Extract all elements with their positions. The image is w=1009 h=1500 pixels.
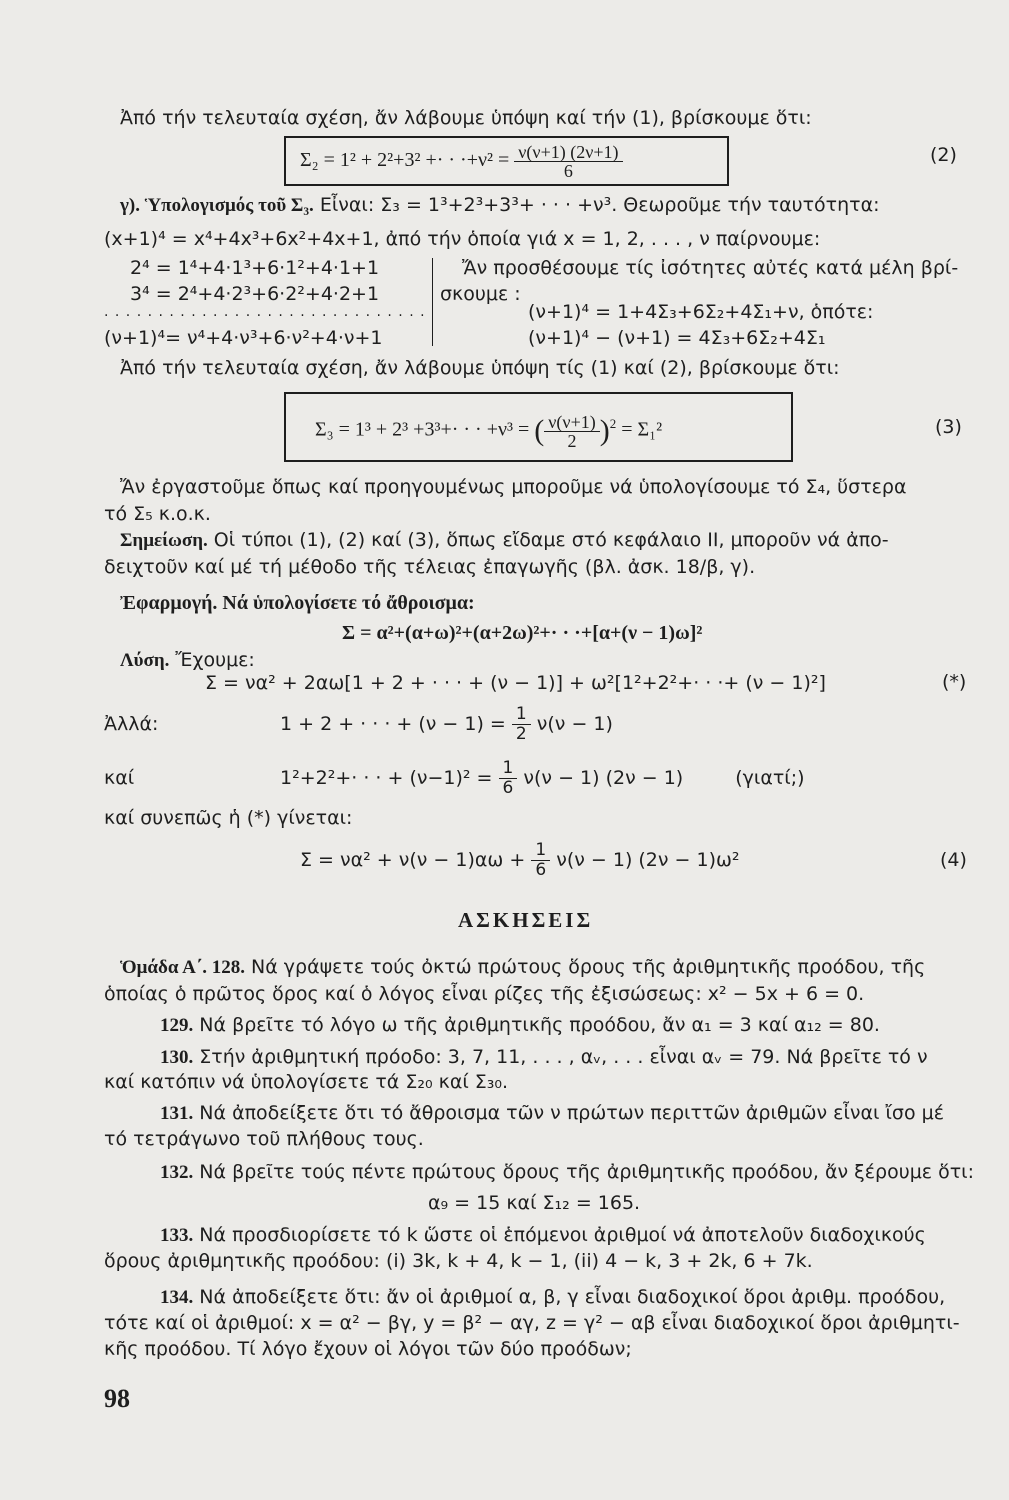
- paragraph-1a: Ἄν ἐργαστοῦμε ὅπως καί προηγουμένως μποροῦμε νά ὑπολογίσουμε τό Σ₄, ὕστερα: [120, 476, 907, 498]
- formula-3-denominator: 2: [567, 430, 577, 451]
- exercise-131-line-1: [160, 1101, 944, 1126]
- exercise-132-line-1: [160, 1160, 974, 1185]
- exercise-132-line-2: α₉ = 15 καί Σ₁₂ = 165.: [428, 1192, 641, 1214]
- gamma-line: [120, 193, 880, 218]
- equation-label-3: (3): [935, 416, 962, 438]
- intro-line-2: Ἀπό τήν τελευταία σχέση, ἄν λάβουμε ὑπόψη τίς (1) καί (2), βρίσκουμε ὅτι:: [120, 357, 840, 379]
- final-rhs: ν(ν − 1) (2ν − 1)ω²: [556, 849, 740, 871]
- final-lhs: Σ = να² + ν(ν − 1)αω +: [300, 849, 526, 871]
- formula-3: Σ₃ = 1³ + 2³ +3³+· · · +ν³ = ( $\frac{\nu(\nu+1)}{2}$ )$^2$ = Σ₁²: [315, 411, 663, 451]
- kai-lhs: 1²+2²+· · · + (ν−1)² =: [280, 767, 493, 789]
- exercise-130-number: 130.: [160, 1047, 194, 1068]
- kai-label: καί: [104, 767, 135, 789]
- kai-numerator: 1: [499, 759, 518, 779]
- system-right-1: Ἄν προσθέσουμε τίς ἰσότητες αὐτές κατά μέλη βρί-: [462, 257, 959, 279]
- system-right-4: (ν+1)⁴ − (ν+1) = 4Σ₃+6Σ₂+4Σ₁: [528, 327, 826, 349]
- system-dots: · · · · · · · · · · · · · · · · · · · · · · · · · · · · · ·: [104, 308, 426, 324]
- exercise-131-text-a: Νά ἀποδείξετε ὅτι τό ἄθροισμα τῶν ν πρώτων περιττῶν ἀριθμῶν εἶναι ἴσο μέ: [193, 1102, 944, 1124]
- exercise-134-text-a: Νά ἀποδείξετε ὅτι: ἄν οἱ ἀριθμοί α, β, γ εἶναι διαδοχικοί ὅροι ἀριθμ. προόδου,: [193, 1286, 946, 1308]
- system-right-2: σκουμε :: [440, 283, 521, 305]
- exercise-128-line-2: ὁποίας ὁ πρῶτος ὅρος καί ὁ λόγος εἶναι ρίζες τῆς ἐξισώσεως: x² − 5x + 6 = 0.: [104, 983, 865, 1005]
- exercise-130-text-a: Στήν ἀριθμητική πρόοδο: 3, 7, 11, . . . , αᵥ, . . . εἶναι αᵥ = 79. Νά βρεῖτε τό ν: [193, 1046, 928, 1068]
- gamma-heading: γ). Ὑπολογισμός τοῦ Σ₃.: [120, 195, 314, 216]
- exercise-132-number: 132.: [160, 1162, 194, 1183]
- exercise-133-line-1: [160, 1223, 926, 1248]
- alla-label: Ἀλλά:: [104, 713, 159, 735]
- formula-2-numerator: ν(ν+1) (2ν+1): [514, 143, 622, 162]
- formula-3-fraction: [544, 413, 599, 450]
- exercise-131-number: 131.: [160, 1103, 194, 1124]
- exercise-128-text-a: Νά γράψετε τούς ὀκτώ πρώτους ὅρους τῆς ἀριθμητικῆς προόδου, τῆς: [244, 956, 926, 978]
- final-equation: [300, 836, 740, 884]
- exercise-129: [160, 1013, 880, 1038]
- exercise-131-line-2: τό τετράγωνο τοῦ πλήθους τους.: [104, 1128, 424, 1150]
- right-brace: [424, 258, 433, 346]
- system-right-3: (ν+1)⁴ = 1+4Σ₃+6Σ₂+4Σ₁+ν, ὁπότε:: [528, 301, 874, 323]
- page-number: 98: [104, 1384, 130, 1413]
- exercise-128-line-1: [120, 955, 925, 980]
- exercise-132-text-a: Νά βρεῖτε τούς πέντε πρώτους ὅρους τῆς ἀριθμητικῆς προόδου, ἄν ξέρουμε ὅτι:: [193, 1161, 974, 1183]
- kai-rhs: ν(ν − 1) (2ν − 1): [523, 767, 684, 789]
- system-line-1: 2⁴ = 1⁴+4·1³+6·1²+4·1+1: [130, 257, 380, 279]
- final-denominator: 6: [535, 860, 547, 880]
- application-equation: Σ = α²+(α+ω)²+(α+2ω)²+· · ·+[α+(ν − 1)ω]²: [342, 622, 703, 644]
- exercise-134-line-2: τότε καί οἱ ἀριθμοί: x = α² − βγ, y = β² − αγ, z = γ² − αβ εἶναι διαδοχικοί ὅροι ἀριθμητι-: [104, 1312, 960, 1334]
- system-line-2: 3⁴ = 2⁴+4·2³+6·2²+4·2+1: [130, 283, 380, 305]
- exercises-heading: ΑΣΚΗΣΕΙΣ: [458, 908, 594, 932]
- note-heading: Σημείωση.: [120, 530, 208, 551]
- alla-denominator: 2: [515, 724, 527, 744]
- equation-label-4: (4): [940, 849, 967, 871]
- kai-equation: [280, 754, 805, 802]
- formula-3-lhs: Σ₃ = 1³ + 2³ +3³+· · · +ν³ =: [315, 418, 530, 441]
- identity-line: (x+1)⁴ = x⁴+4x³+6x²+4x+1, ἀπό τήν ὁποία γιά x = 1, 2, . . . , ν παίρνουμε:: [104, 228, 821, 250]
- formula-2-fraction: [514, 143, 622, 180]
- formula-2: [300, 143, 623, 180]
- exercise-130-line-1: [160, 1045, 928, 1070]
- final-fraction: [531, 841, 550, 880]
- system-line-4: (ν+1)⁴= ν⁴+4·ν³+6·ν²+4·ν+1: [104, 327, 383, 349]
- gamma-text: Εἶναι: Σ₃ = 1³+2³+3³+ · · · +ν³. Θεωροῦμε τήν ταυτότητα:: [313, 194, 880, 216]
- exercise-134-number: 134.: [160, 1287, 194, 1308]
- solution-line: [120, 648, 255, 673]
- exercise-134-line-3: κῆς προόδου. Τί λόγο ἔχουν οἱ λόγοι τῶν δύο προόδων;: [104, 1338, 632, 1360]
- solution-equation: Σ = να² + 2αω[1 + 2 + · · · + (ν − 1)] + ω²[1²+2²+· · ·+ (ν − 1)²]: [205, 672, 826, 694]
- final-numerator: 1: [531, 841, 550, 861]
- equation-label-2: (2): [930, 144, 957, 166]
- formula-3-rhs: = Σ₁²: [621, 418, 663, 441]
- formula-2-lhs: Σ₂ = 1² + 2²+3² +· · ·+ν² =: [300, 149, 510, 172]
- alla-lhs: 1 + 2 + · · · + (ν − 1) =: [280, 713, 506, 735]
- kai-note: (γιατί;): [735, 767, 805, 789]
- exercise-129-number: 129.: [160, 1015, 194, 1036]
- alla-fraction: [512, 705, 531, 744]
- note-line-2: δειχτοῦν καί μέ τή μέθοδο τῆς τέλειας ἐπαγωγῆς (βλ. ἀσκ. 18/β, γ).: [104, 556, 756, 578]
- consequently-line: καί συνεπῶς ἡ (*) γίνεται:: [104, 807, 353, 829]
- exercise-133-line-2: ὅρους ἀριθμητικῆς προόδου: (i) 3k, k + 4, k − 1, (ii) 4 − k, 3 + 2k, 6 + 7k.: [104, 1250, 813, 1272]
- note-line-1: [120, 528, 889, 553]
- formula-3-numerator: ν(ν+1): [544, 413, 599, 432]
- equation-label-star: (*): [942, 671, 967, 693]
- exercise-128-label: Ὁμάδα Α΄. 128.: [120, 957, 245, 978]
- paragraph-1b: τό Σ₅ κ.ο.κ.: [104, 503, 211, 525]
- note-text-a: Οἱ τύποι (1), (2) καί (3), ὅπως εἴδαμε στό κεφάλαιο ΙΙ, μποροῦν νά ἀπο-: [207, 529, 889, 551]
- exercise-130-line-2: καί κατόπιν νά ὑπολογίσετε τά Σ₂₀ καί Σ₃₀.: [104, 1071, 509, 1093]
- kai-fraction: [499, 759, 518, 798]
- kai-denominator: 6: [502, 778, 514, 798]
- exercise-134-line-1: [160, 1285, 945, 1310]
- formula-2-denominator: 6: [563, 161, 573, 181]
- intro-line-1: Ἀπό τήν τελευταία σχέση, ἄν λάβουμε ὑπόψη καί τήν (1), βρίσκουμε ὅτι:: [120, 107, 812, 129]
- alla-equation: [280, 700, 613, 748]
- alla-rhs: ν(ν − 1): [536, 713, 613, 735]
- application-heading: Ἐφαρμογή. Νά ὑπολογίσετε τό ἄθροισμα:: [120, 592, 475, 614]
- exercise-133-number: 133.: [160, 1225, 194, 1246]
- exercise-133-text-a: Νά προσδιορίσετε τό k ὥστε οἱ ἑπόμενοι ἀριθμοί νά ἀποτελοῦν διαδοχικούς: [193, 1224, 926, 1246]
- solution-text: Ἔχουμε:: [169, 649, 255, 671]
- solution-heading: Λύση.: [120, 650, 170, 671]
- exercise-129-text: Νά βρεῖτε τό λόγο ω τῆς ἀριθμητικῆς προόδου, ἄν α₁ = 3 καί α₁₂ = 80.: [193, 1014, 880, 1036]
- alla-numerator: 1: [512, 705, 531, 725]
